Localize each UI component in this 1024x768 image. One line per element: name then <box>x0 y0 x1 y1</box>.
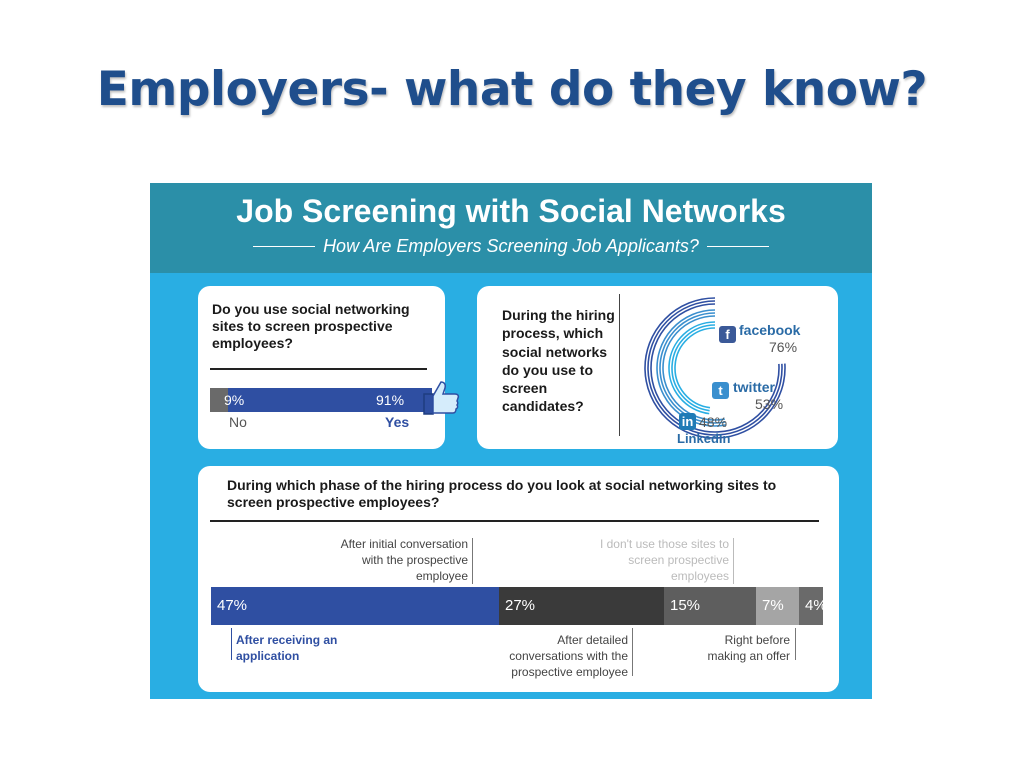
usage-no-label: No <box>229 414 247 430</box>
slide-title: Employers- what do they know? <box>96 62 928 117</box>
ring-twitter <box>660 313 725 423</box>
linkedin-value: 48% <box>699 414 728 430</box>
facebook-label: facebook <box>739 322 801 338</box>
twitter-icon: t <box>712 382 729 399</box>
usage-yes-label: Yes <box>385 414 410 430</box>
twitter-value: 53% <box>755 396 784 412</box>
phase-value-nouse: 7% <box>762 597 784 614</box>
facebook-value: 76% <box>769 339 798 355</box>
phase-bar <box>211 587 827 625</box>
twitter-label: twitter <box>733 379 775 395</box>
phase-value-detailed: 15% <box>670 597 701 614</box>
ring-linkedin <box>672 325 715 411</box>
phase-seg-initial <box>499 587 664 625</box>
usage-card <box>198 286 445 449</box>
phase-tick-offer <box>795 628 796 660</box>
phase-value-initial: 27% <box>505 597 536 614</box>
phase-seg-detailed <box>664 587 756 625</box>
phase-card <box>198 466 839 692</box>
linkedin-icon: in <box>679 413 696 430</box>
subtitle-rule-left <box>253 246 315 247</box>
phase-seg-offer <box>799 587 827 625</box>
infographic-subtitle: How Are Employers Screening Job Applicants? <box>323 236 699 256</box>
subtitle-rule-right <box>707 246 769 247</box>
phase-label-nouse: I don't use those sites to screen prospective employees <box>599 537 729 583</box>
subtitle-row <box>150 236 872 257</box>
thumbs-up-icon <box>420 376 464 420</box>
infographic-header <box>150 183 872 273</box>
ring-linkedin <box>675 328 715 408</box>
usage-divider <box>210 368 427 370</box>
facebook-icon: f <box>719 326 736 343</box>
infographic <box>150 183 872 699</box>
phase-label-application: After receiving an application <box>236 633 338 663</box>
phase-tick-application <box>231 628 232 660</box>
phase-value-offer: 4% <box>805 597 827 614</box>
usage-yes-value: 91% <box>376 392 405 408</box>
networks-question: During the hiring process, which social networks do you use to screen candidates? <box>502 307 615 415</box>
phase-tick-initial <box>472 538 473 584</box>
usage-no-value: 9% <box>224 392 245 408</box>
phase-label-offer: Right before making an offer <box>707 633 790 663</box>
infographic-title: Job Screening with Social Networks <box>236 193 786 229</box>
phase-divider <box>210 520 819 522</box>
networks-card <box>477 286 838 449</box>
usage-bar <box>210 388 432 412</box>
usage-question: Do you use social networking sites to screen prospective employees? <box>212 301 410 351</box>
phase-question: During which phase of the hiring process do you look at social networking sites to screen prospective employees? <box>227 477 777 510</box>
ring-twitter <box>657 310 726 426</box>
phase-seg-application <box>211 587 499 625</box>
phase-tick-detailed <box>632 628 633 676</box>
phase-seg-nouse <box>756 587 799 625</box>
phase-label-detailed: After detailed conversations with the prospective employee <box>509 633 628 679</box>
phase-value-application: 47% <box>217 597 248 614</box>
linkedin-label: LinkedIn <box>677 431 731 446</box>
networks-rings <box>477 286 838 449</box>
phase-label-initial: After initial conversation with the prospective employee <box>340 537 468 583</box>
phase-tick-nouse <box>733 538 734 584</box>
